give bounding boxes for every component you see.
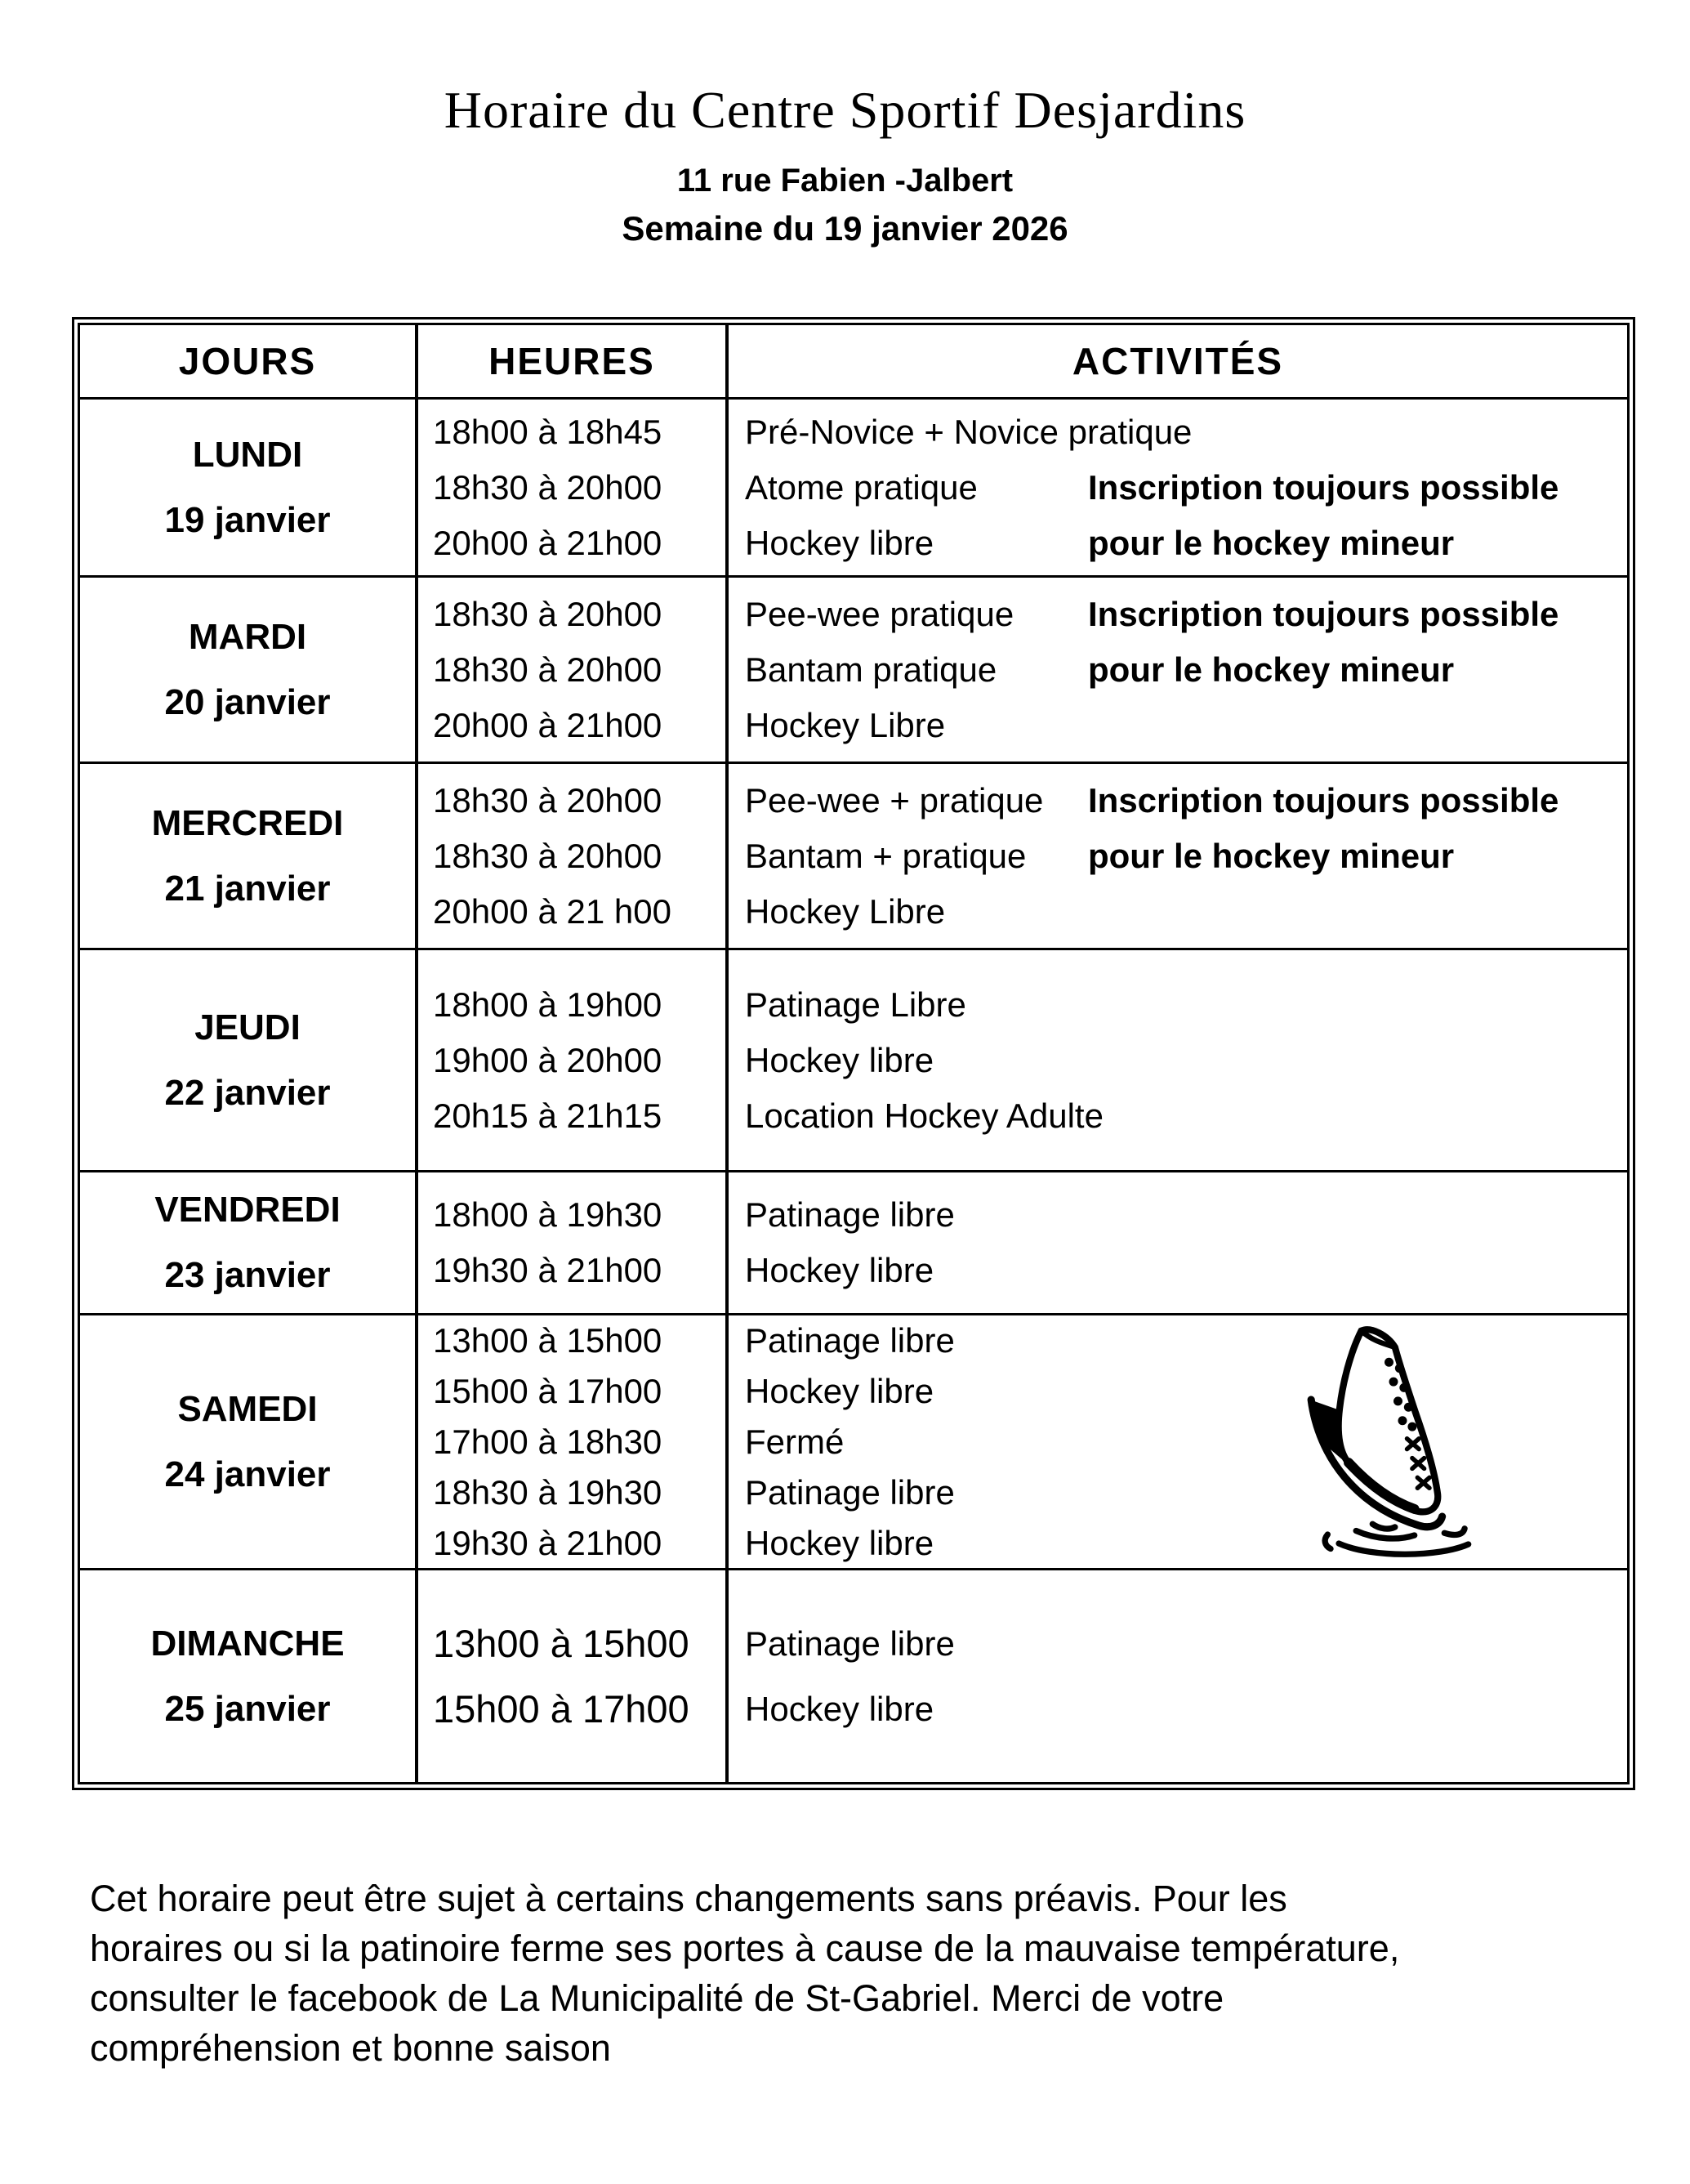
table-row — [80, 575, 1627, 761]
address-line: 11 rue Fabien -Jalbert — [676, 163, 1014, 199]
activities-cell — [725, 764, 1627, 948]
hours-line: 20h15 à 21h15 — [433, 1096, 662, 1135]
activities-cell — [725, 1570, 1627, 1782]
activity-label: Hockey libre — [745, 1371, 934, 1410]
activity-line — [745, 587, 1627, 642]
hours-line: 13h00 à 15h00 — [433, 1621, 689, 1665]
activity-label: Hockey libre — [745, 1040, 934, 1079]
hours-line: 13h00 à 15h00 — [433, 1320, 662, 1360]
day-date: 21 janvier — [164, 868, 331, 909]
day-date: 19 janvier — [164, 499, 331, 540]
table-row — [80, 1313, 1627, 1568]
activity-label: Patinage Libre — [745, 985, 966, 1024]
table-row — [80, 761, 1627, 948]
activity-line — [745, 516, 1627, 571]
hours-line: 17h00 à 18h30 — [433, 1422, 662, 1461]
activity-line — [745, 828, 1627, 884]
hours-line: 18h30 à 20h00 — [433, 467, 662, 507]
day-name: DIMANCHE — [150, 1623, 345, 1664]
day-date: 25 janvier — [164, 1688, 331, 1729]
hours-line: 19h00 à 20h00 — [433, 1040, 662, 1079]
footer-line: compréhension et bonne saison — [90, 2027, 611, 2069]
registration-note: Inscription toujours possible — [1088, 594, 1559, 633]
activity-label: Pee-wee pratique — [745, 594, 1014, 633]
hours-line: 19h30 à 21h00 — [433, 1251, 662, 1289]
activity-label: Patinage libre — [745, 1195, 955, 1234]
hours-line: 20h00 à 21h00 — [433, 523, 662, 562]
week-line: Semaine du 19 janvier 2026 — [622, 209, 1068, 248]
hours-cell — [415, 950, 725, 1170]
activities-cell — [725, 1172, 1627, 1313]
day-date: 23 janvier — [164, 1255, 331, 1295]
hours-line: 20h00 à 21 h00 — [433, 891, 671, 931]
table-row — [80, 948, 1627, 1170]
activity-label: Atome pratique — [745, 467, 978, 507]
hours-cell — [415, 400, 725, 575]
registration-note: pour le hockey mineur — [1088, 650, 1455, 689]
activity-line — [745, 404, 1627, 460]
activity-line — [745, 1033, 1627, 1088]
day-cell — [80, 764, 415, 948]
activity-line — [745, 884, 1627, 940]
hours-line: 15h00 à 17h00 — [433, 1371, 662, 1410]
registration-note: Inscription toujours possible — [1088, 467, 1559, 507]
activity-label: Bantam + pratique — [745, 836, 1027, 875]
hours-line: 18h00 à 18h45 — [433, 412, 662, 451]
day-name: LUNDI — [192, 434, 303, 475]
hours-cell — [415, 1570, 725, 1782]
footer-line: consulter le facebook de La Municipalité de St-Gabriel. Merci de votre — [90, 1977, 1224, 2019]
activity-label: Pee-wee + pratique — [745, 780, 1044, 820]
day-date: 24 janvier — [164, 1454, 331, 1494]
day-name: MERCREDI — [151, 802, 344, 843]
day-name: JEUDI — [194, 1007, 301, 1047]
table-row — [80, 397, 1627, 575]
day-cell — [80, 1570, 415, 1782]
activity-line — [745, 642, 1627, 698]
page-title: Horaire du Centre Sportif Desjardins — [444, 81, 1246, 139]
registration-note: pour le hockey mineur — [1088, 523, 1455, 562]
activity-label: Hockey libre — [745, 1523, 934, 1562]
activity-line — [745, 1187, 1627, 1243]
day-name: VENDREDI — [154, 1190, 341, 1230]
hours-cell — [415, 1315, 725, 1568]
day-cell — [80, 1315, 415, 1568]
hours-line: 18h30 à 20h00 — [433, 650, 662, 689]
table-row — [80, 1568, 1627, 1782]
activity-line — [745, 1677, 1627, 1742]
activities-cell — [725, 400, 1627, 575]
footer-note — [90, 1874, 1593, 2073]
activity-label: Hockey libre — [745, 523, 934, 562]
footer-line: horaires ou si la patinoire ferme ses portes à cause de la mauvaise température, — [90, 1927, 1400, 1969]
table-header-row — [80, 325, 1627, 397]
registration-note: pour le hockey mineur — [1088, 836, 1455, 875]
activity-line — [745, 1611, 1627, 1677]
activity-label: Patinage libre — [745, 1472, 955, 1512]
hours-cell — [415, 578, 725, 761]
day-cell — [80, 950, 415, 1170]
activity-label: Location Hockey Adulte — [745, 1096, 1104, 1135]
column-header-activites: ACTIVITÉS — [725, 325, 1627, 397]
activity-label: Hockey libre — [745, 1689, 934, 1728]
activity-line — [745, 460, 1627, 516]
hours-line: 20h00 à 21h00 — [433, 705, 662, 744]
footer-line: Cet horaire peut être sujet à certains changements sans préavis. Pour les — [90, 1878, 1287, 1919]
day-cell — [80, 400, 415, 575]
column-header-heures: HEURES — [415, 325, 725, 397]
activity-label: Hockey Libre — [745, 705, 946, 744]
activity-line — [745, 1243, 1627, 1298]
day-cell — [80, 1172, 415, 1313]
table-row — [80, 1170, 1627, 1313]
activity-label: Pré-Novice + Novice pratique — [745, 412, 1193, 451]
activity-label: Fermé — [745, 1422, 845, 1461]
hours-line: 15h00 à 17h00 — [433, 1686, 689, 1731]
activity-line — [745, 698, 1627, 753]
column-header-jours: JOURS — [178, 340, 317, 382]
hours-line: 18h30 à 20h00 — [433, 836, 662, 875]
hours-line: 18h00 à 19h30 — [433, 1195, 662, 1234]
activity-label: Hockey Libre — [745, 891, 946, 931]
activities-cell — [725, 1315, 1627, 1568]
activities-cell — [725, 950, 1627, 1170]
hours-line: 18h30 à 20h00 — [433, 594, 662, 633]
activity-line — [745, 773, 1627, 828]
day-name: MARDI — [188, 616, 307, 657]
registration-note: Inscription toujours possible — [1088, 780, 1559, 820]
hours-cell — [415, 1172, 725, 1313]
activity-line — [745, 1088, 1627, 1144]
activities-cell — [725, 578, 1627, 761]
hours-line: 18h00 à 19h00 — [433, 985, 662, 1024]
activity-label: Patinage libre — [745, 1320, 955, 1360]
hours-line: 18h30 à 20h00 — [433, 780, 662, 820]
day-date: 22 janvier — [164, 1072, 331, 1113]
hours-line: 18h30 à 19h30 — [433, 1472, 662, 1512]
day-name: SAMEDI — [177, 1388, 318, 1429]
activity-label: Patinage libre — [745, 1623, 955, 1663]
day-date: 20 janvier — [164, 681, 331, 722]
activity-line — [745, 977, 1627, 1033]
day-cell — [80, 578, 415, 761]
hours-cell — [415, 764, 725, 948]
activity-label: Bantam pratique — [745, 650, 997, 689]
hours-line: 19h30 à 21h00 — [433, 1523, 662, 1562]
schedule-table — [72, 317, 1635, 1790]
ice-skate-illustration — [1268, 1320, 1537, 1570]
activity-label: Hockey libre — [745, 1251, 934, 1289]
